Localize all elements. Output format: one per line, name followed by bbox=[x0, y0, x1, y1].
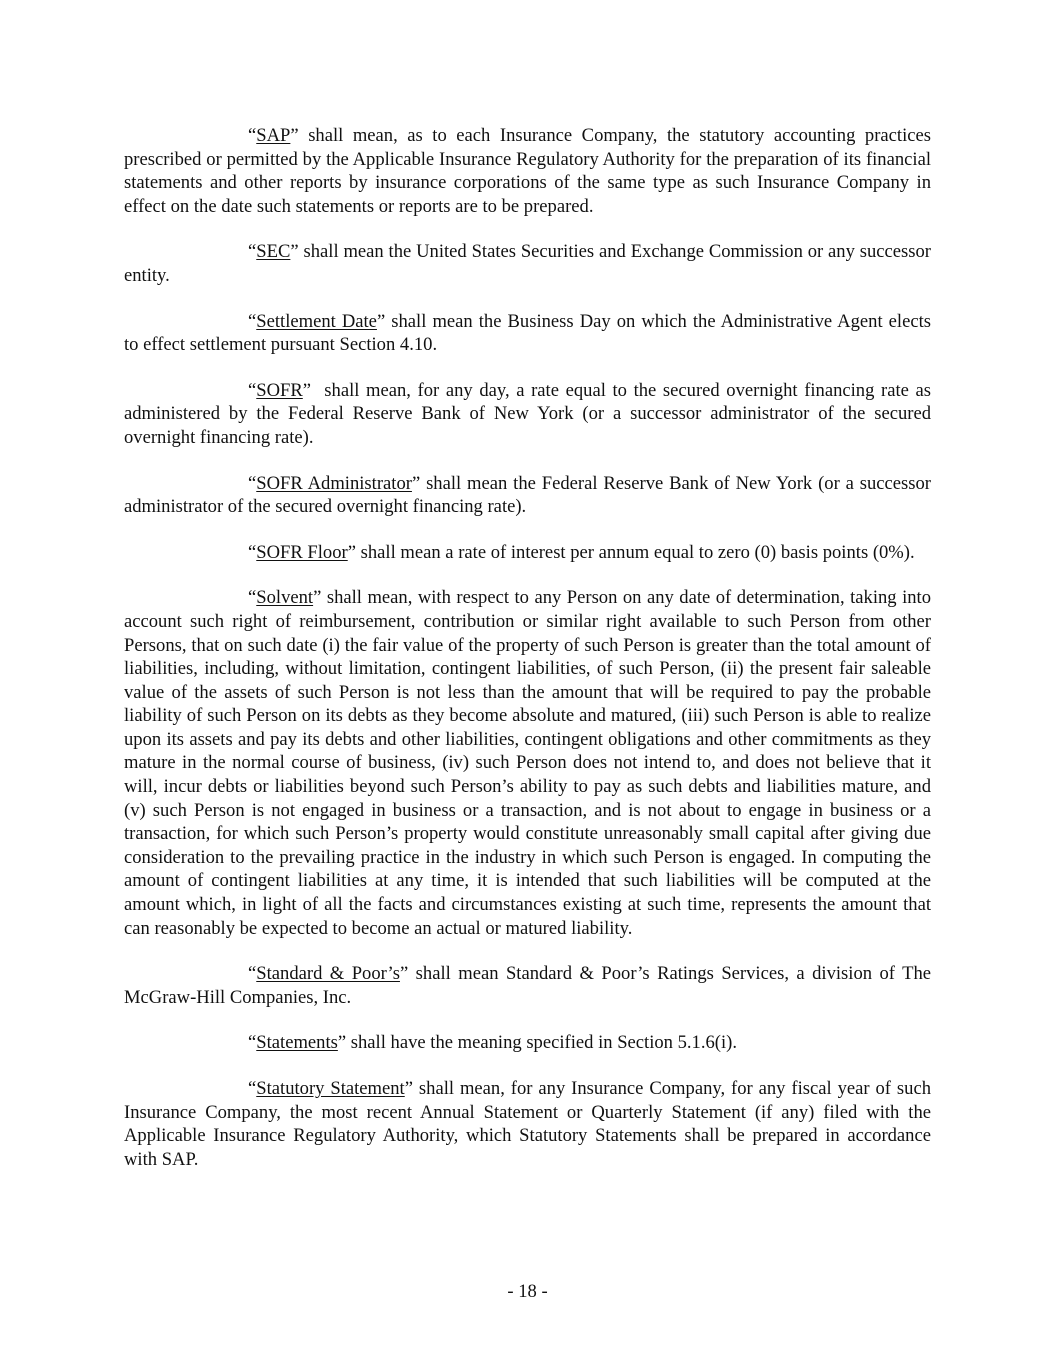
defined-term: Solvent bbox=[256, 587, 314, 609]
defined-term: SAP bbox=[256, 125, 291, 146]
definition-text: shall mean a rate of interest per annum equal to zero (0) basis points (0%). bbox=[355, 541, 915, 563]
defined-term: SOFR Floor bbox=[256, 541, 348, 563]
defined-term: SEC bbox=[256, 241, 291, 263]
definition-text: shall mean Standard & Poor’s Ratings Services, a division of The McGraw-Hill Companies, Inc. bbox=[124, 963, 932, 1008]
definition-text: shall mean, for any Insurance Company, for any fiscal year of such Insurance Company, the most recent Annual Statement or Quarterly Statement (if any) filed with the Applicable Insurance Regulatory Authority, which Statutory Statements shall be prepared in accordance with SAP. bbox=[124, 1078, 932, 1170]
defined-term: SOFR Administrator bbox=[256, 472, 412, 494]
definition-text: shall have the meaning specified in Section 5.1.6(i). bbox=[346, 1032, 738, 1054]
definition-sap: “SAP” shall mean, as to each Insurance Company, the statutory accounting practices prescribed or permitted by the Applicable Insurance Regulatory Authority for the preparation of its financial statements and other reports by insurance corporations of the same type as such Insurance Company in effect on the date such statements or reports are to be prepared. bbox=[124, 125, 931, 217]
definition-text: shall mean, as to each Insurance Company, the statutory accounting practices prescribed or permitted by the Applicable Insurance Regulatory Authority for the preparation of its financial statements and other reports by insurance corporations of the same type as such Insurance Company in effect on the date such statements or reports are to be prepared. bbox=[124, 125, 931, 217]
defined-term: Statutory Statement bbox=[256, 1078, 405, 1099]
definition-statements: “Statements” shall have the meaning specified in Section 5.1.6(i). bbox=[248, 1032, 738, 1054]
definition-text: shall mean the Federal Reserve Bank of New York (or a successor administrator of the secured overnight financing rate). bbox=[124, 472, 931, 518]
definition-sofr-floor: “SOFR Floor” shall mean a rate of interest per annum equal to zero (0) basis points (0%). bbox=[248, 541, 915, 563]
definition-settlement-date: “Settlement Date” shall mean the Business Day on which the Administrative Agent elects to effect settlement pursuant Section 4.10. bbox=[124, 310, 931, 356]
defined-term: Standard & Poor’s bbox=[256, 963, 400, 985]
definition-sofr: “SOFR” shall mean, for any day, a rate equal to the secured overnight financing rate as administered by the Federal Reserve Bank of New York (or a successor administrator of the secured overnight financing rate). bbox=[124, 379, 936, 448]
page-number: - 18 - bbox=[507, 1281, 548, 1302]
definition-sofr-administrator: “SOFR Administrator” shall mean the Federal Reserve Bank of New York (or a successor administrator of the secured overnight financing rate). bbox=[124, 472, 931, 518]
definition-text: shall mean the Business Day on which the Administrative Agent elects to effect settlement pursuant Section 4.10. bbox=[124, 310, 931, 356]
defined-term: Statements bbox=[256, 1032, 338, 1054]
defined-term: SOFR bbox=[256, 379, 303, 401]
definition-standard-and-poors: “Standard & Poor’s” shall mean Standard & Poor’s Ratings Services, a division of The McGraw-Hill Companies, Inc. bbox=[124, 963, 932, 1008]
definition-statutory-statement: “Statutory Statement” shall mean, for any Insurance Company, for any fiscal year of such Insurance Company, the most recent Annual Statement or Quarterly Statement (if any) filed with the Applicable Insurance Regulatory Authority, which Statutory Statements shall be prepared in accordance with SAP. bbox=[124, 1078, 932, 1170]
definition-sec: “SEC” shall mean the United States Securities and Exchange Commission or any successor entity. bbox=[124, 241, 931, 286]
definitions-section bbox=[124, 124, 936, 1193]
definition-text: shall mean the United States Securities and Exchange Commission or any successor entity. bbox=[124, 241, 931, 286]
definition-solvent: “Solvent” shall mean, with respect to any Person on any date of determination, taking into account such right of reimbursement, contribution or similar right available to such Person from other Persons, that on such date (i) the fair value of the property of such Person is greater than the total amount of liabilities, including, without limitation, contingent liabilities, of such Person, (ii) the present fair saleable value of the assets of such Person is not less than the amount that will be required to pay the probable liability of such Person on its debts as they become absolute and matured, (iii) such Person is able to realize upon its assets and pay its debts and other liabilities, contingent obligations and other commitments as they mature in the normal course of business, (iv) such Person does not intend to, and does not believe that it will, incur debts or liabilities beyond such Person’s ability to pay as such debts and liabilities mature, and (v) such Person is not engaged in business or a transaction, and is not about to engage in business or a transaction, for which such Person’s property would constitute unreasonably small capital after giving due consideration to the prevailing practice in the industry in which such Person is engaged. In computing the amount of contingent liabilities at any time, it is intended that such liabilities will be computed at the amount which, in light of all the facts and circumstances existing at such time, represents the amount that can reasonably be expected to become an actual or matured liability. bbox=[124, 587, 931, 939]
defined-term: Settlement Date bbox=[256, 310, 377, 332]
definition-text: shall mean, for any day, a rate equal to the secured overnight financing rate as administered by the Federal Reserve Bank of New York (or a successor administrator of the secured overnight financing rate). bbox=[124, 379, 936, 448]
definition-text: shall mean, with respect to any Person on any date of determination, taking into account such right of reimbursement, contribution or similar right available to such Person from other Persons, that on such date (i) the fair value of the property of such Person is greater than the total amount of liabilities, including, without limitation, contingent liabilities, of such Person, (ii) the present fair saleable value of the assets of such Person is not less than the amount that will be required to pay the probable liability of such Person on its debts as they become absolute and matured, (iii) such Person is able to realize upon its assets and pay its debts and other liabilities, contingent obligations and other commitments as they mature in the normal course of business, (iv) such Person does not intend to, and does not believe that it will, incur debts or liabilities beyond such Person’s ability to pay as such debts and liabilities mature, and (v) such Person is not engaged in business or a transaction, and is not about to engage in business or a transaction, for which such Person’s property would constitute unreasonably small capital after giving due consideration to the prevailing practice in the industry in which such Person is engaged. In computing the amount of contingent liabilities at any time, it is intended that such liabilities will be computed at the amount which, in light of all the facts and circumstances existing at such time, represents the amount that can reasonably be expected to become an actual or matured liability. bbox=[124, 587, 931, 939]
